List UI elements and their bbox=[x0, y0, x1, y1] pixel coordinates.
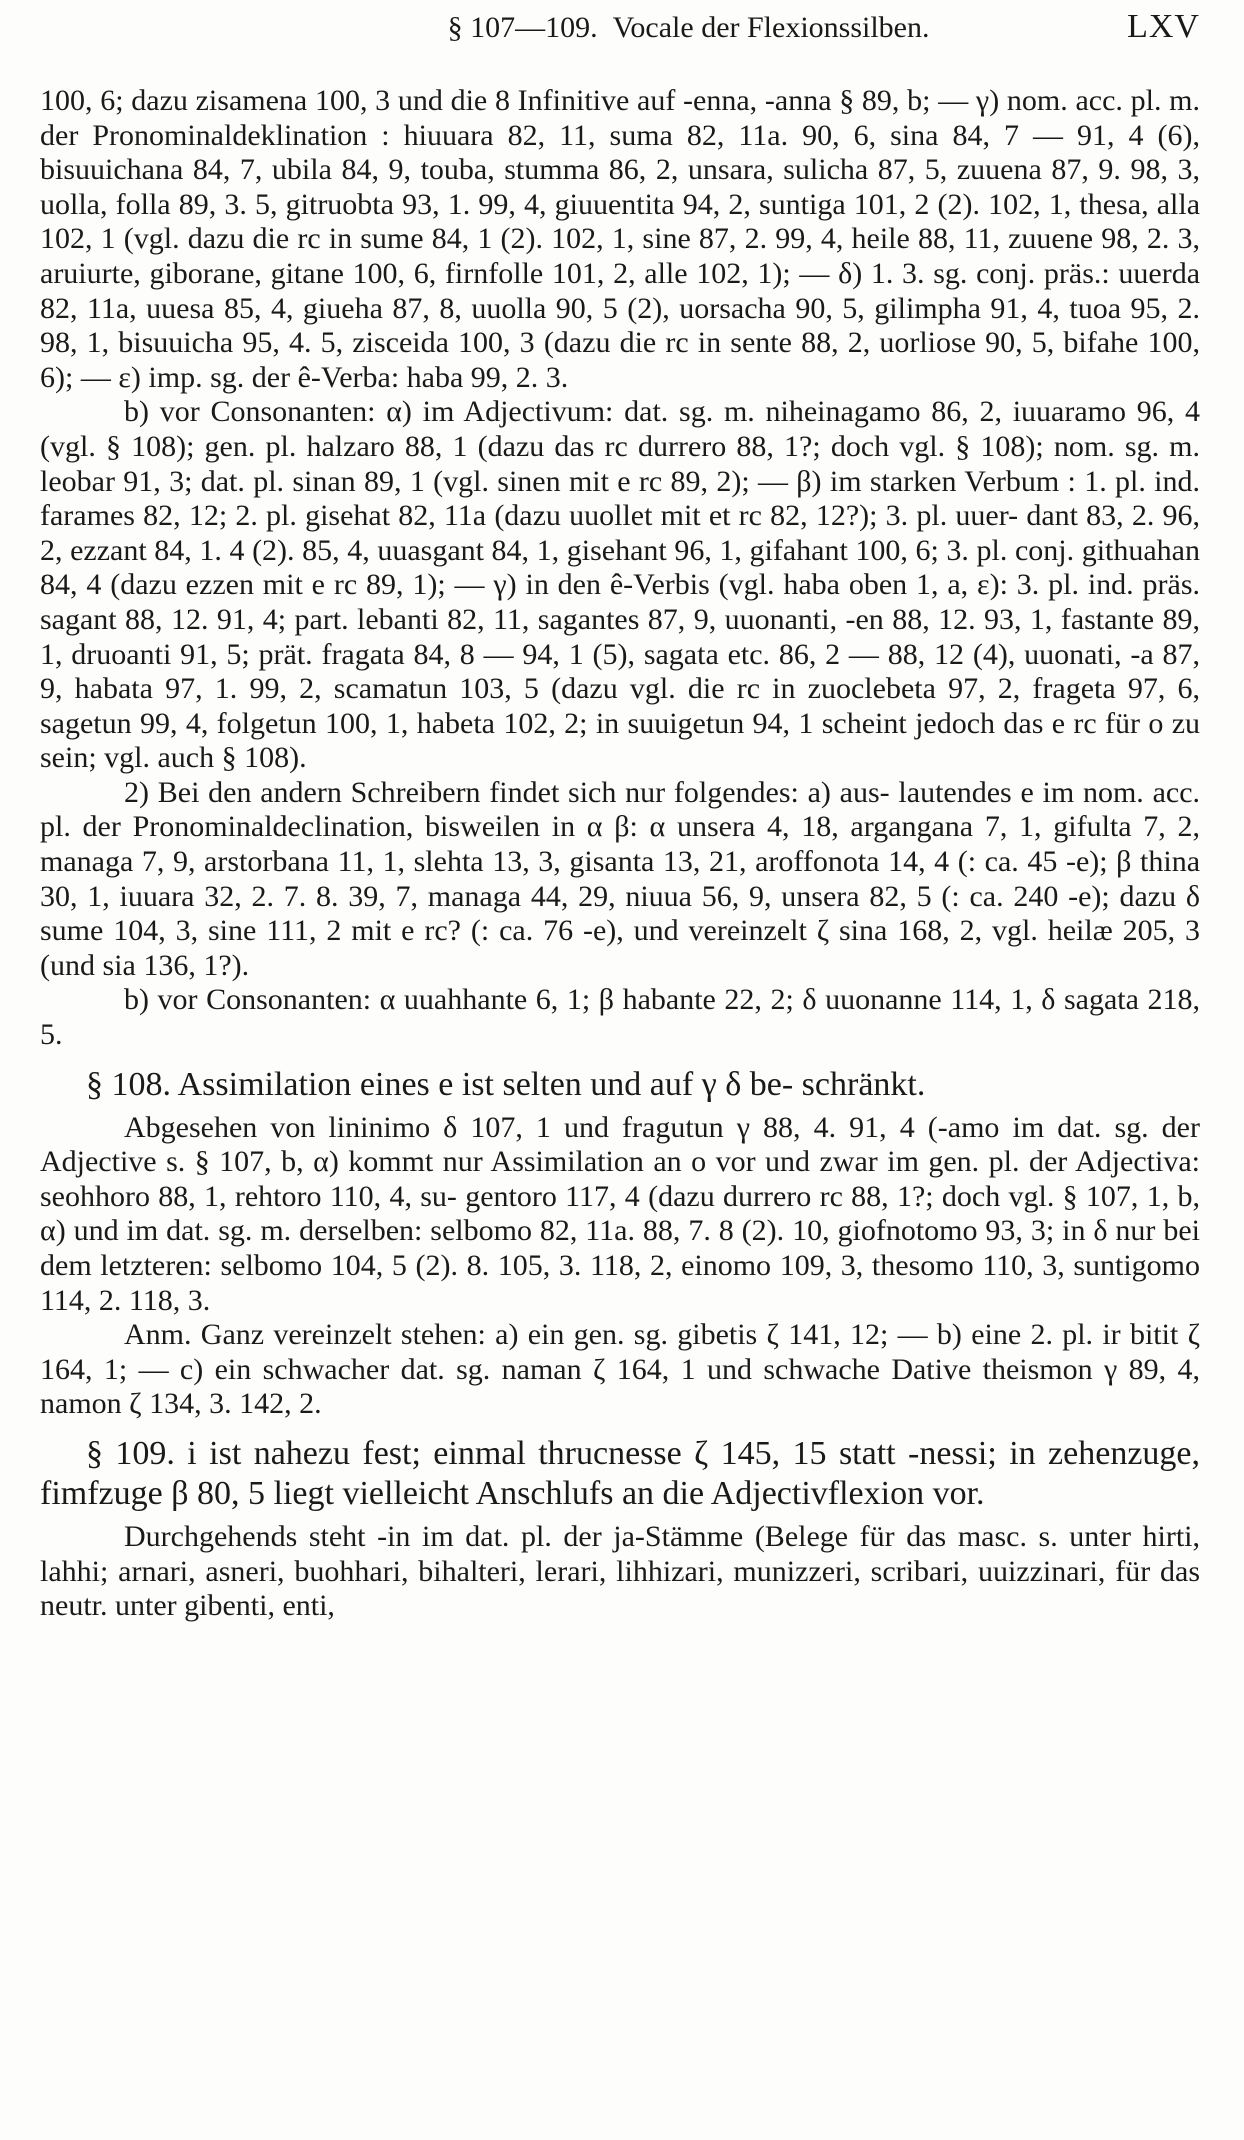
header-section-range: § 107—109. Vocale der Flexionssilben. bbox=[447, 11, 930, 44]
paragraph-107-2: 2) Bei den andern Schreibern findet sich nur folgendes: a) aus- lautendes e im nom. acc. pl. der Pronominaldeclination, bisweilen in α β: α unsera 4, 18, argangana 7, 1, gifulta 7, 2, managa 7, 9, arstorbana 11, 1, slehta 13, 3, gisanta 13, 21, aroffonota 14, 4 (: ca. 45 -e); β thina 30, 1, iuuara 32, 2. 7. 8. 39, 7, managa 44, 29, niuua 56, 9, unsera 82, 5 (: ca. 240 -e); dazu δ sume 104, 3, sine 111, 2 mit e rc? (: ca. 76 -e), und vereinzelt ζ sina 168, 2, vgl. heilæ 205, 3 (und sia 136, 1?). bbox=[40, 775, 1201, 982]
paragraph-108-note: Anm. Ganz vereinzelt stehen: a) ein gen. sg. gibetis ζ 141, 12; — b) eine 2. pl. ir bitit ζ 164, 1; — c) ein schwacher dat. sg. naman ζ 164, 1 und schwache Dative theismon γ 89, 4, namon ζ 134, 3. 142, 2. bbox=[40, 1318, 1200, 1421]
page-number: LXV bbox=[1127, 8, 1200, 45]
section-108-heading: § 108. Assimilation eines e ist selten und auf γ δ be- schränkt. bbox=[86, 1065, 926, 1103]
running-header bbox=[40, 8, 1200, 48]
paragraph-109-main: Durchgehends steht -in im dat. pl. der ja-Stämme (Belege für das masc. s. unter hirti, lahhi; arnari, asneri, buohhari, bihalteri, lerari, lihhizari, munizzeri, scribari, uuizzinari, für das neutr. unter gibenti, enti, bbox=[40, 1519, 1201, 1623]
body-text-109 bbox=[40, 1520, 1200, 1624]
paragraph-107-1-b: b) vor Consonanten: α) im Adjectivum: dat. sg. m. niheinagamo 86, 2, iuuaramo 96, 4 (vgl. § 108); gen. pl. halzaro 88, 1 (dazu das rc durrero 88, 1?; doch vgl. § 108); nom. sg. m. leobar 91, 3; dat. pl. sinan 89, 1 (vgl. sinen mit e rc 89, 2); — β) im starken Verbum : 1. pl. ind. farames 82, 12; 2. pl. gisehat 82, 11a (dazu uuollet mit et rc 82, 12?); 3. pl. uuer- dant 83, 2. 96, 2, ezzant 84, 1. 4 (2). 85, 4, uuasgant 84, 1, gisehant 96, 1, gifahant 100, 6; 3. pl. conj. githuahan 84, 4 (dazu ezzen mit e rc 89, 1); — γ) in den ê-Verbis (vgl. haba oben 1, a, ε): 3. pl. ind. präs. sagant 88, 12. 91, 4; part. lebanti 82, 11, sagantes 87, 9, uuonanti, -en 88, 12. 93, 1, fastante 89, 1, druoanti 91, 5; prät. fragata 84, 8 — 94, 1 (5), sagata etc. 86, 2 — 88, 12 (4), uuonati, -a 87, 9, habata 97, 1. 99, 2, scamatun 103, 5 (dazu vgl. die rc in zuoclebeta 97, 2, frageta 97, 6, sagetun 99, 4, folgetun 100, 1, habeta 102, 2; in suuigetun 94, 1 scheint jedoch das e rc für o zu sein; vgl. auch § 108). bbox=[40, 395, 1201, 775]
paragraph-108-main: Abgesehen von lininimo δ 107, 1 und fragutun γ 88, 4. 91, 4 (-amo im dat. sg. der Adjective s. § 107, b, α) kommt nur Assimilation an o vor und zwar im gen. pl. der Adjectiva: seohhoro 88, 1, rehtoro 110, 4, su- gentoro 117, 4 (dazu durrero rc 88, 1?; doch vgl. § 107, 1, b, α) und im dat. sg. m. derselben: selbomo 82, 11a. 88, 7. 8 (2). 10, giofnotomo 93, 3; in δ nur bei dem letzteren: selbomo 104, 5 (2). 8. 105, 3. 118, 2, einomo 109, 3, thesomo 110, 3, suntigomo 114, 2. 118, 3. bbox=[40, 1110, 1201, 1317]
section-109-heading: § 109. i ist nahezu fest; einmal thrucnesse ζ 145, 15 statt -nessi; in zehenzuge, fimfzuge β 80, 5 liegt vielleicht Anschlufs an die Adjectivflexion vor. bbox=[40, 1434, 1200, 1512]
paragraph-107-1-continued: 100, 6; dazu zisamena 100, 3 und die 8 Infinitive auf -enna, -anna § 89, b; — γ) nom. acc. pl. m. der Pronominaldeklination : hiuuara 82, 11, suma 82, 11a. 90, 6, sina 84, 7 — 91, 4 (6), bisuuichana 84, 7, ubila 84, 9, touba, stumma 86, 2, unsara, sulicha 87, 5, zuuena 87, 9. 98, 3, uolla, folla 89, 3. 5, gitruobta 93, 1. 99, 4, giuuentita 94, 2, suntiga 101, 2 (2). 102, 1, thesa, alla 102, 1 (vgl. dazu die rc in sume 84, 1 (2). 102, 1, sine 87, 2. 99, 4, heile 88, 11, zuuene 98, 2. 3, aruiurte, giborane, gitane 100, 6, firnfolle 101, 2, alle 102, 1); — δ) 1. 3. sg. conj. präs.: uuerda 82, 11a, uuesa 85, 4, giueha 87, 8, uuolla 90, 5 (2), uorsacha 90, 5, gilimpha 91, 4, tuoa 95, 2. 98, 1, bisuuicha 95, 4. 5, zisceida 100, 3 (dazu die rc in sente 88, 2, uorliose 90, 5, bifahe 100, 6); — ε) imp. sg. der ê-Verba: haba 99, 2. 3. bbox=[40, 84, 1201, 394]
paragraph-107-2-b: b) vor Consonanten: α uuahhante 6, 1; β habante 22, 2; δ uuonanne 114, 1, δ sagata 218, 5. bbox=[40, 983, 1200, 1052]
body-text bbox=[40, 84, 1200, 1053]
body-text-108 bbox=[40, 1111, 1200, 1422]
